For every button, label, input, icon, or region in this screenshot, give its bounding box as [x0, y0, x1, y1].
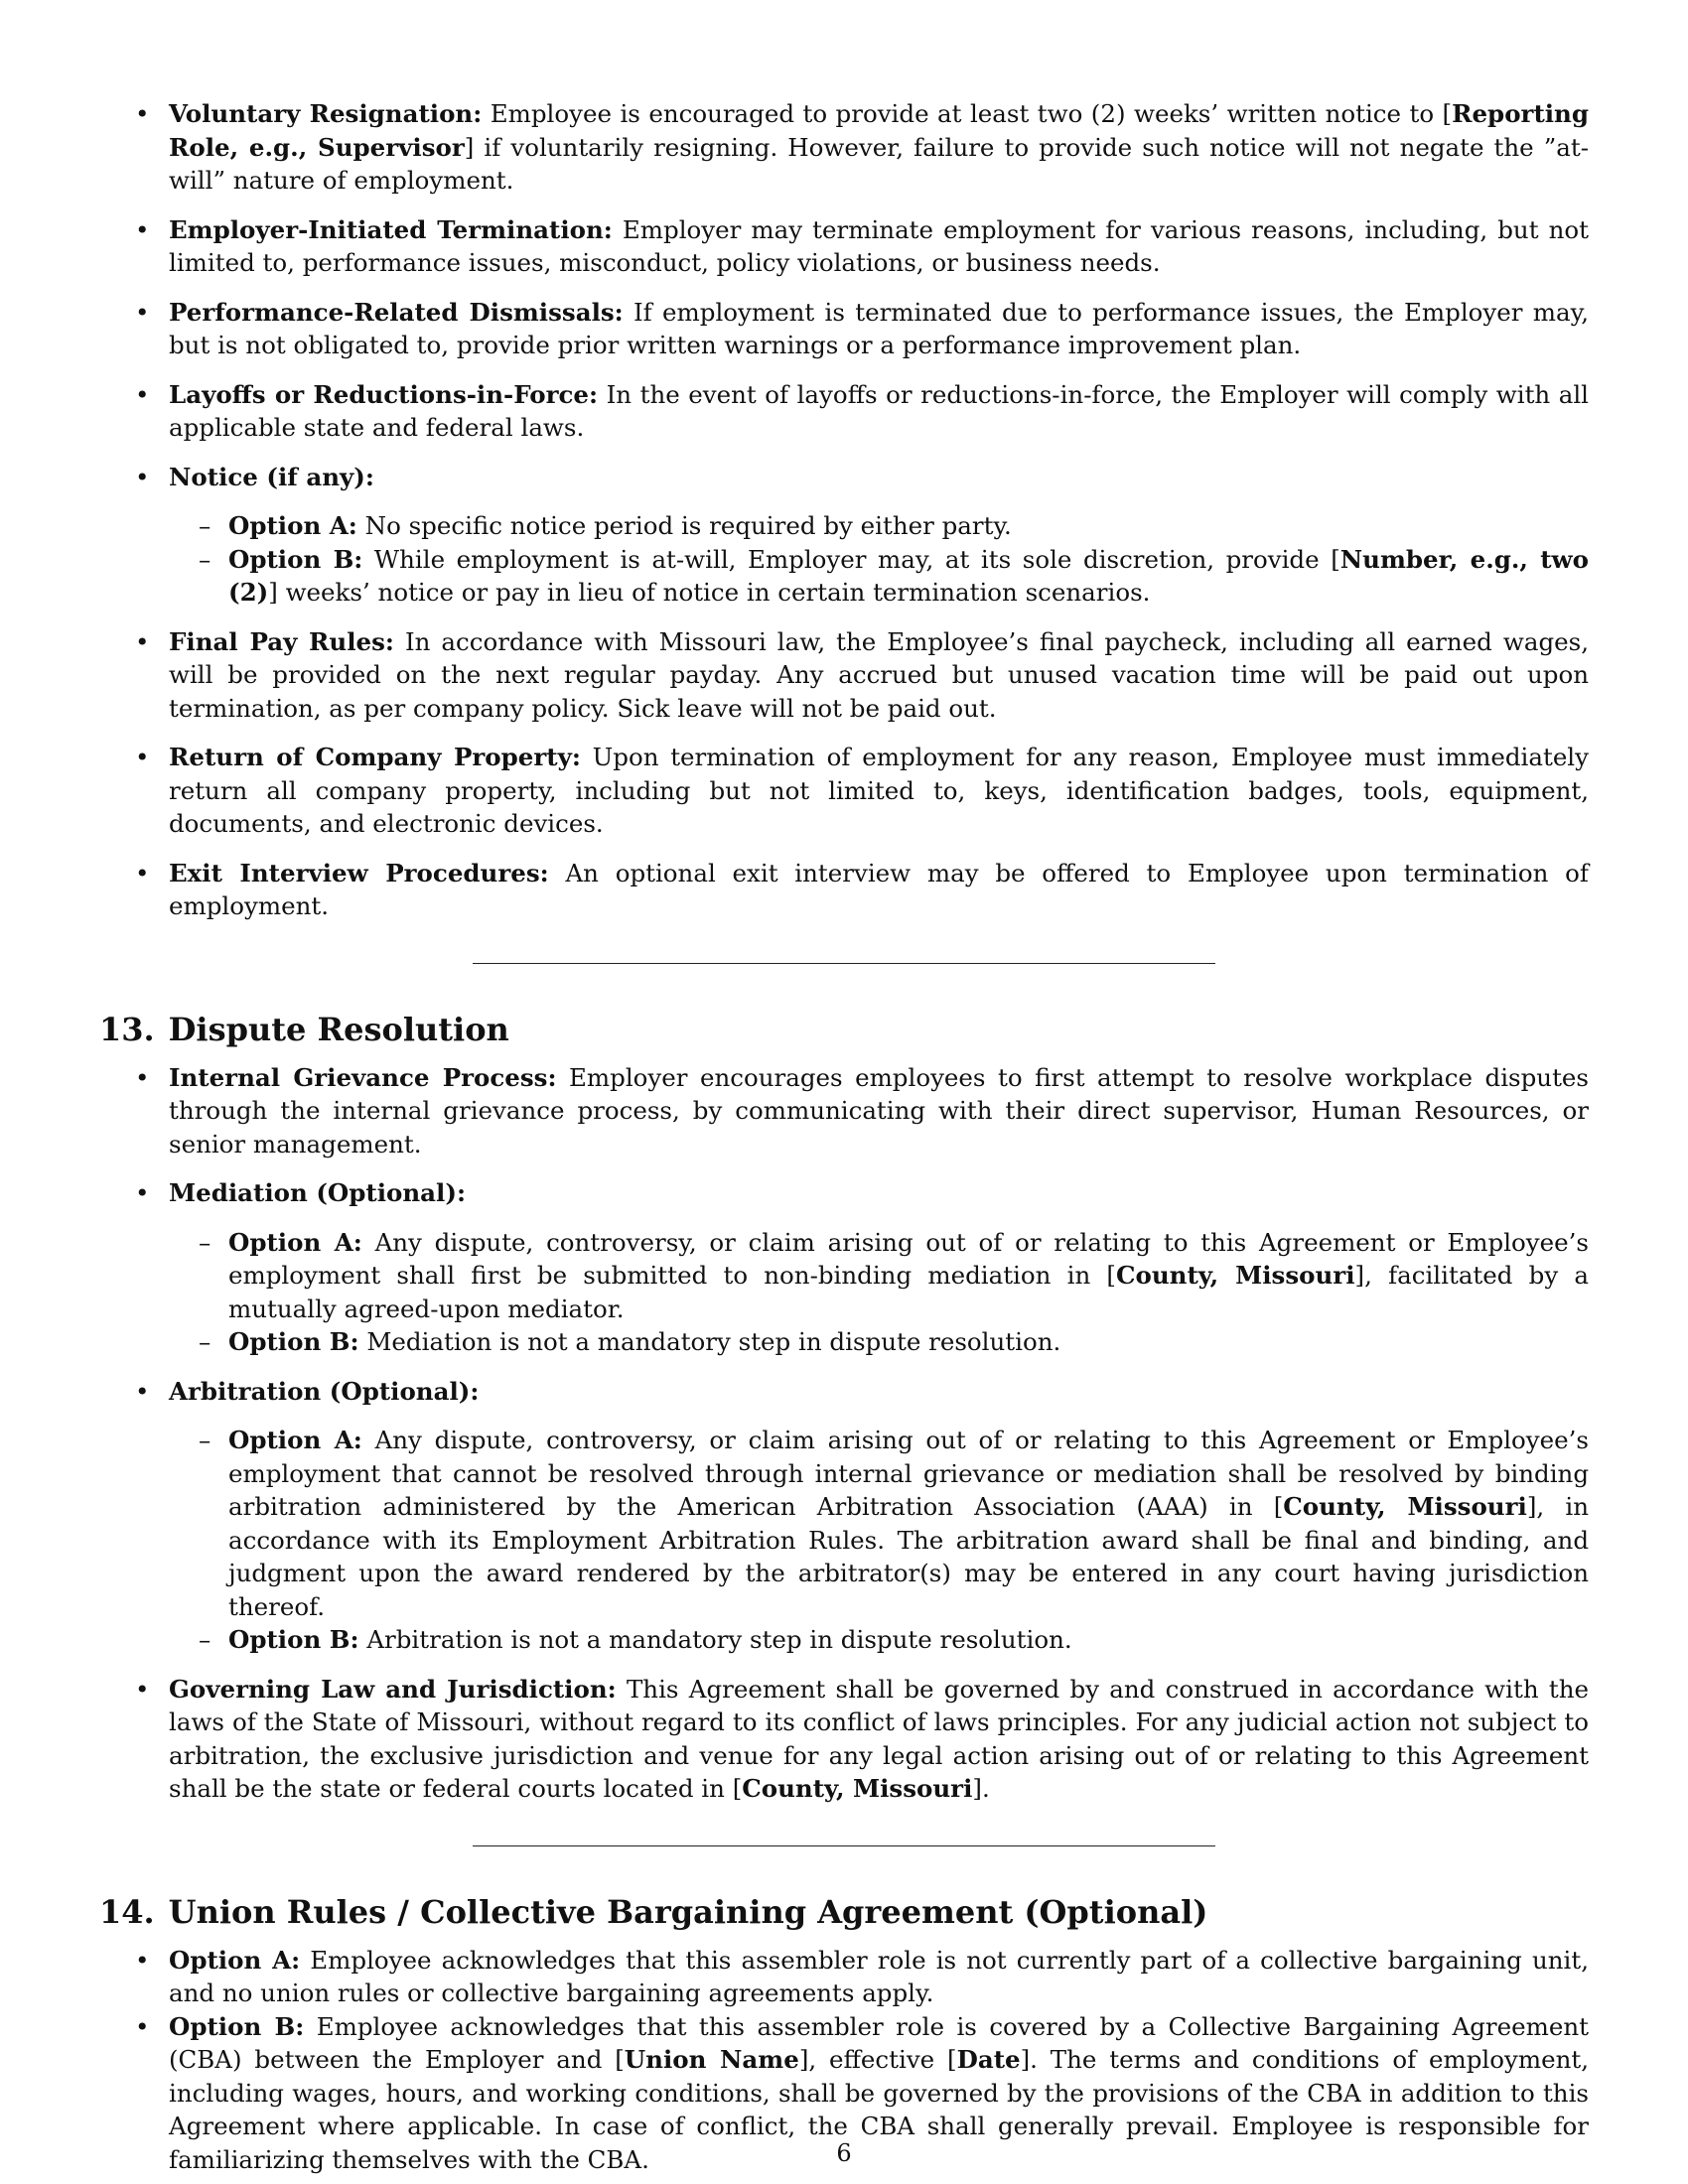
list-item: • Option A: Employee acknowledges that this assembler role is not currently part of a collective bargaining unit, and no union rules or collective bargaining agreements apply.	[99, 1944, 1589, 2010]
item-label: Employer-Initiated Termination:	[169, 214, 613, 244]
list-item: • Final Pay Rules: In accordance with Missouri law, the Employee’s final paycheck, including all earned wages, will be provided on the next regular payday. Any accrued but unused vacation time will be paid out upon termination, as per company policy. Sick leave will not be paid out.	[99, 625, 1589, 726]
list-item-mediation	[99, 1176, 1589, 1359]
option-item: – Option A: Any dispute, controversy, or claim arising out of or relating to this Agreement or Employee’s employment that cannot be resolved through internal grievance or mediation shall be resolved by binding arbitration administered by the American Arbitration Association (AAA) in [County, Missouri], in accordance with its Employment Arbitration Rules. The arbitration award shall be final and binding, and judgment upon the award rendered by the arbitrator(s) may be entered in any court having jurisdiction thereof.	[169, 1424, 1589, 1623]
document-page	[99, 97, 1589, 2176]
item-label: Layoffs or Reductions-in-Force:	[169, 379, 599, 409]
list-item: • Employer-Initiated Termination: Employer may terminate employment for various reasons, including, but not limited to, performance issues, misconduct, policy violations, or business needs.	[99, 213, 1589, 280]
option-item: – Option B: Arbitration is not a mandatory step in dispute resolution.	[169, 1623, 1589, 1657]
item-label: Governing Law and Jurisdiction:	[169, 1674, 617, 1704]
section-heading: 13. Dispute Resolution	[99, 1010, 509, 1048]
notice-options	[169, 509, 1589, 610]
option-item: – Option A: Any dispute, controversy, or claim arising out of or relating to this Agreement or Employee’s employment shall first be submitted to non-binding mediation in [County, Missouri], facilitated by a mutually agreed-upon mediator.	[169, 1226, 1589, 1326]
termination-list	[99, 97, 1589, 923]
list-item: • Exit Interview Procedures: An optional exit interview may be offered to Employee upon termination of employment.	[99, 857, 1589, 923]
list-item: • Voluntary Resignation: Employee is encouraged to provide at least two (2) weeks’ written notice to [Reporting Role, e.g., Supervisor] if voluntarily resigning. However, failure to provide such notice will not negate the ”at-will” nature of employment.	[99, 97, 1589, 198]
option-item: – Option A: No specific notice period is required by either party.	[169, 509, 1589, 543]
item-label: Internal Grievance Process:	[169, 1062, 557, 1092]
item-label: Performance-Related Dismissals:	[169, 297, 624, 327]
item-label: Option A:	[169, 1945, 301, 1975]
option-item: – Option B: While employment is at-will, Employer may, at its sole discretion, provide [Number, e.g., two (2)] weeks’ notice or pay in lieu of notice in certain termination scenarios.	[169, 543, 1589, 610]
list-item: • Return of Company Property: Upon termination of employment for any reason, Employee must immediately return all company property, including but not limited to, keys, identification badges, tools, equipment, documents, and electronic devices.	[99, 741, 1589, 841]
item-label: Final Pay Rules:	[169, 626, 394, 656]
arbitration-options	[169, 1424, 1589, 1657]
list-item: • Performance-Related Dismissals: If employment is terminated due to performance issues, the Employer may, but is not obligated to, provide prior written warnings or a performance improvement plan.	[99, 296, 1589, 362]
item-label: Voluntary Resignation:	[169, 99, 483, 128]
list-item: • Internal Grievance Process: Employer encourages employees to first attempt to resolve workplace disputes through the internal grievance process, by communicating with their direct supervisor, Human Resources, or senior management.	[99, 1061, 1589, 1161]
item-label: Arbitration (Optional):	[169, 1376, 480, 1406]
item-label: Mediation (Optional):	[169, 1178, 466, 1207]
section-divider	[473, 963, 1215, 964]
item-label: Return of Company Property:	[169, 743, 581, 771]
page-number: 6	[836, 2139, 852, 2167]
section-divider	[473, 1845, 1215, 1846]
mediation-options	[169, 1226, 1589, 1359]
list-item-arbitration	[99, 1375, 1589, 1657]
item-label: Exit Interview Procedures:	[169, 858, 549, 887]
list-item-notice	[99, 461, 1589, 610]
section-heading: 14. Union Rules / Collective Bargaining Agreement (Optional)	[99, 1892, 1208, 1931]
item-label: Option B:	[169, 2011, 305, 2041]
list-item: • Layoffs or Reductions-in-Force: In the event of layoffs or reductions-in-force, the Employer will comply with all applicable state and federal laws.	[99, 378, 1589, 445]
option-item: – Option B: Mediation is not a mandatory step in dispute resolution.	[169, 1325, 1589, 1359]
list-item: • Option B: Employee acknowledges that this assembler role is covered by a Collective Bargaining Agreement (CBA) between the Employer and [Union Name], effective [Date]. The terms and conditions of employment, including wages, hours, and working conditions, shall be governed by the provisions of the CBA in addition to this Agreement where applicable. In case of conflict, the CBA shall generally prevail. Employee is responsible for familiarizing themselves with the CBA.	[99, 2010, 1589, 2177]
item-label: Notice (if any):	[169, 462, 374, 491]
dispute-list	[99, 1061, 1589, 1806]
list-item: • Governing Law and Jurisdiction: This Agreement shall be governed by and construed in accordance with the laws of the State of Missouri, without regard to its conflict of laws principles. For any judicial action not subject to arbitration, the exclusive jurisdiction and venue for any legal action arising out of or relating to this Agreement shall be the state or federal courts located in [County, Missouri].	[99, 1673, 1589, 1806]
